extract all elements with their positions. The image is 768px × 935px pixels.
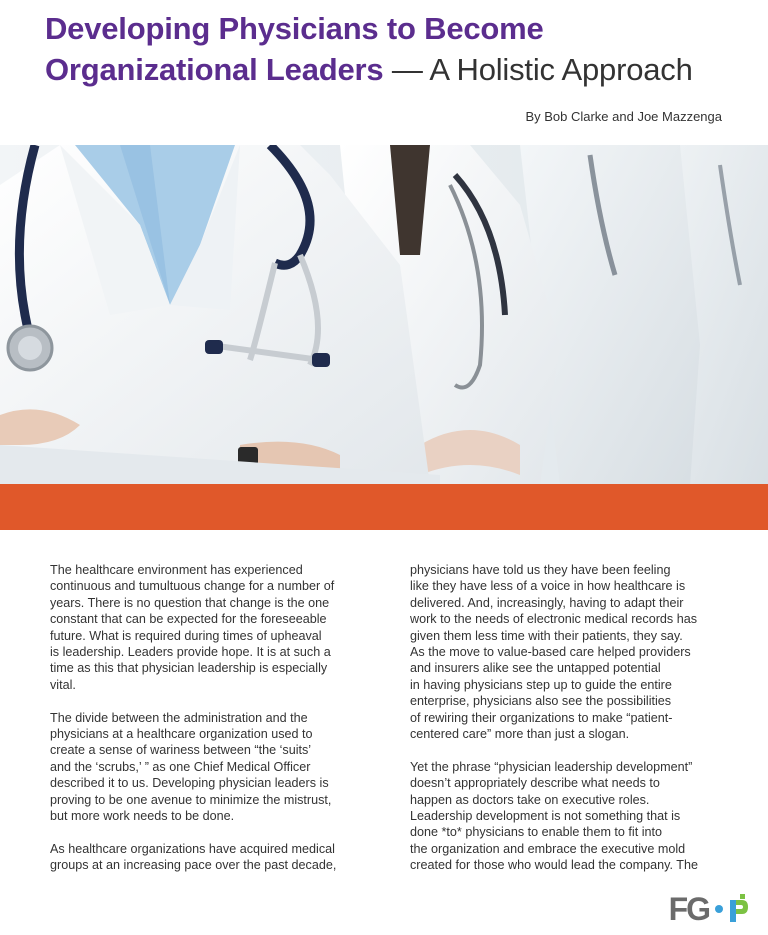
- paragraph: The healthcare environment has experienced continuous and tumultuous change for a number of years. There is no question that change is the one constant that can be expected for the foreseeable future. What is required during times of upheaval is leadership. Leaders provide hope. It is at such a time as this that physician leadership is especially vital.: [50, 563, 335, 692]
- byline: By Bob Clarke and Joe Mazzenga: [525, 109, 722, 124]
- logo-mark-icon: [728, 894, 750, 924]
- paragraph: As healthcare organizations have acquired medical groups at an increasing pace over the past decade,: [50, 841, 337, 873]
- article-title: [45, 8, 745, 90]
- company-logo: [669, 891, 750, 927]
- physicians-photo-icon: [0, 145, 768, 485]
- hero-image: [0, 145, 768, 485]
- right-column: [410, 562, 725, 890]
- logo-dot-icon: [715, 905, 723, 913]
- accent-band: [0, 484, 768, 530]
- paragraph: The divide between the administration and the physicians at a healthcare organization used to create a sense of wariness between “the ‘suits’ and the ‘scrubs,’ ” as one Chief Medical Officer described it to us. Developing physician leaders is proving to be one avenue to minimize the mistrust, but more work needs to be done.: [50, 710, 332, 824]
- left-column: [50, 562, 365, 890]
- paragraph: Yet the phrase “physician leadership development” doesn’t appropriately describe what needs to happen as doctors take on executive roles. Leadership development is not something that is done *to* physicians to enable them to fit into the organization and embrace the executive mold created for those who would lead the company. The: [410, 759, 698, 873]
- paragraph: physicians have told us they have been feeling like they have less of a voice in how healthcare is delivered. And, increasingly, having to adapt their work to the needs of electronic medical records has given them less time with their patients, they say. As the move to value-based care helped providers and insurers alike see the untapped potential in having physicians step up to guide the entire enterprise, physicians also see the possibilities of rewiring their organizations to make “patient- centered care” more than just a slogan.: [410, 563, 697, 742]
- logo-text: FG: [668, 891, 709, 927]
- title-subtitle: — A Holistic Approach: [383, 52, 693, 87]
- title-main: Developing Physicians to Become Organizational Leaders: [45, 11, 544, 87]
